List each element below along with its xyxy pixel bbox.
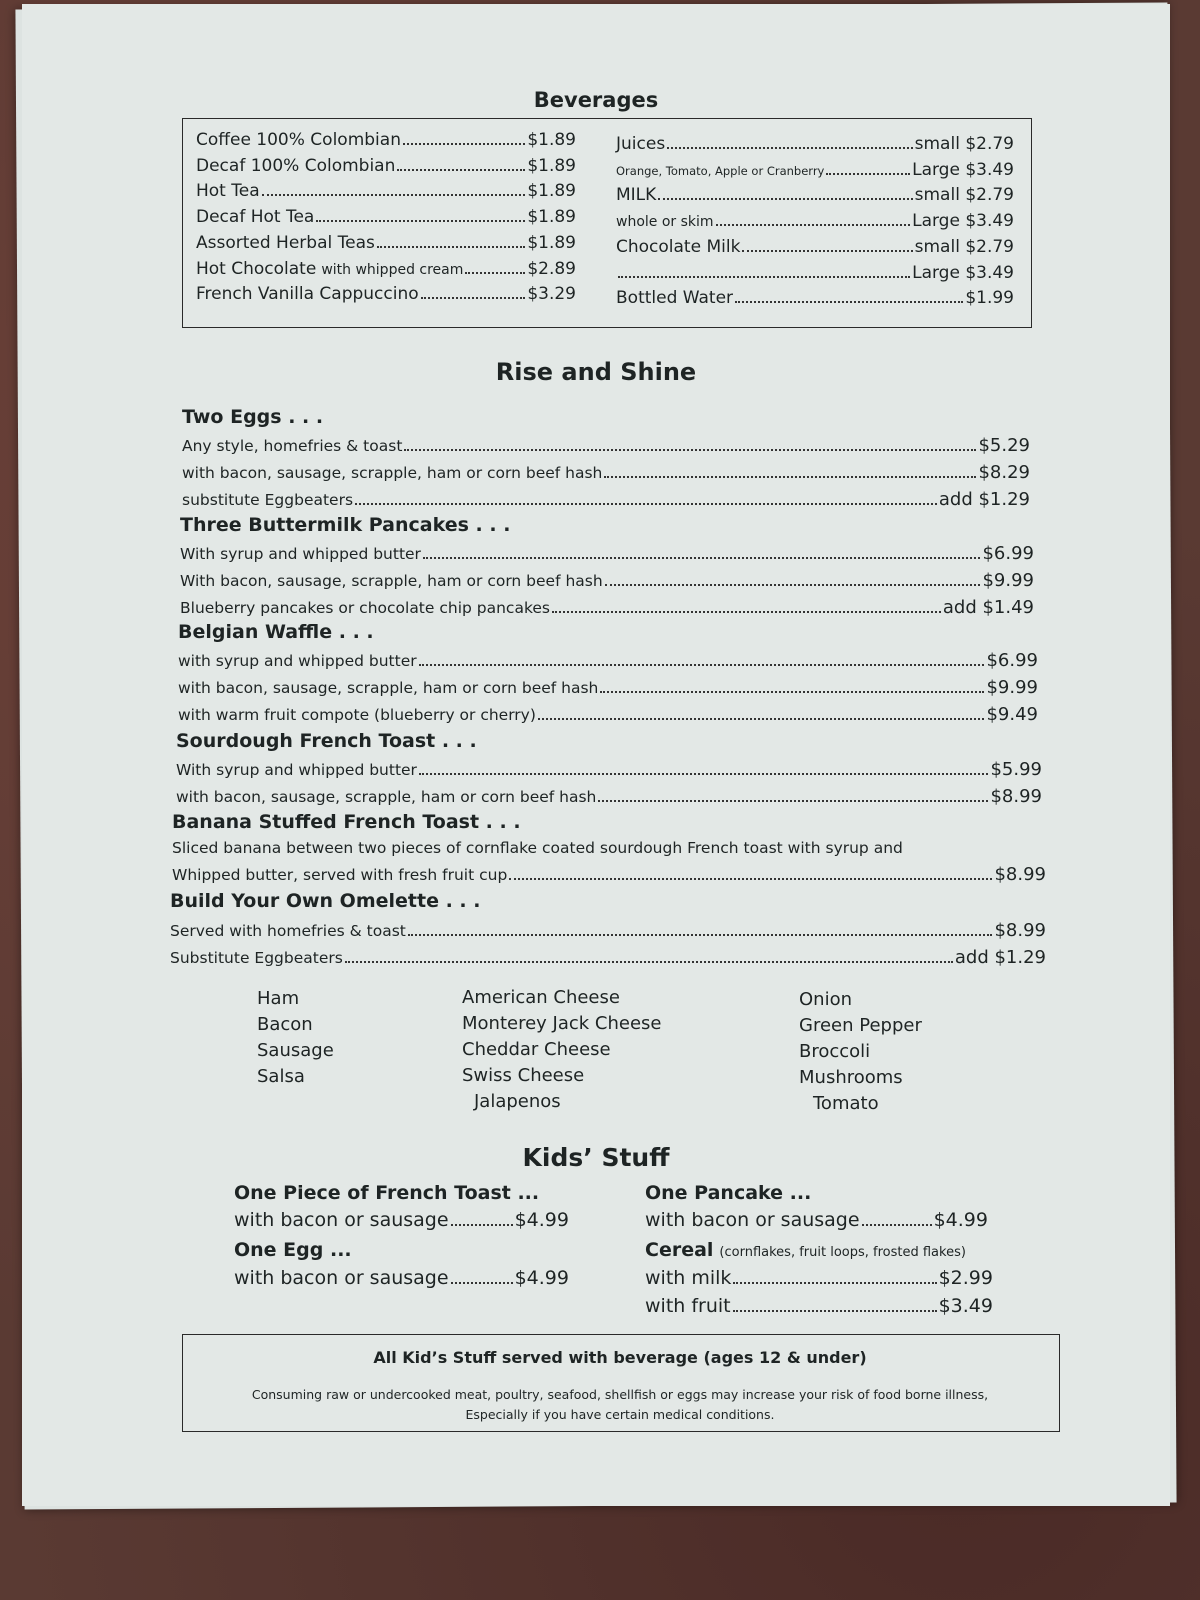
menu-item [182,435,1030,456]
item-name: Served with homefries & toast [170,922,406,940]
menu-item [178,704,1038,725]
item-price: $8.99 [994,864,1046,885]
beverage-item [616,237,1014,257]
dot-leader [423,557,981,559]
footer-warning-line1: Consuming raw or undercooked meat, poultry, seafood, shellfish or eggs may increase your risk of food borne illness, [251,1387,989,1402]
dot-leader [316,220,525,222]
cereal-note: (cornflakes, fruit loops, frosted flakes) [719,1245,966,1260]
meat-column [257,986,334,1090]
dot-leader [600,691,984,693]
item-price: $4.99 [933,1209,988,1231]
dot-leader [451,1282,513,1284]
ingredient: Bacon [257,1014,313,1035]
ingredient: Green Pepper [799,1015,922,1036]
ingredient: Mushrooms [799,1067,903,1088]
menu-item [182,462,1030,483]
ingredient: Cheddar Cheese [462,1039,611,1060]
item-price: $1.89 [527,130,576,150]
beverage-item [196,207,576,227]
dot-leader [733,1310,937,1312]
item-name: French Vanilla Cappuccino [196,284,419,305]
dot-leader [716,224,911,226]
section-title: Sourdough French Toast . . . [176,730,477,752]
dot-leader [421,297,526,299]
item-name: with bacon or sausage [234,1267,449,1289]
item-price: $3.29 [527,284,576,305]
menu-item [176,786,1042,807]
item-name: substitute Eggbeaters [182,491,354,509]
item-name: with bacon or sausage [645,1209,860,1231]
item-name: with bacon or sausage [234,1209,449,1231]
ingredient: Tomato [813,1093,879,1114]
item-name: Substitute Eggbeaters [170,949,343,967]
item-name: Coffee 100% Colombian [196,130,401,150]
dot-leader [451,1224,513,1226]
dot-leader [262,194,526,196]
item-name: Blueberry pancakes or chocolate chip pancakes [180,599,550,617]
item-price: $1.89 [527,181,576,202]
kids-egg-title: One Egg ... [234,1239,352,1261]
item-name: Decaf Hot Tea [196,207,315,228]
menu-item [180,570,1034,591]
item-name: with bacon, sausage, scrapple, ham or corn beef hash [182,464,603,482]
item-price: $6.99 [982,543,1034,564]
item-price: $3.49 [938,1295,993,1317]
dot-leader [598,800,988,802]
dot-leader [658,198,912,200]
item-name: Juices [616,134,666,154]
dot-leader [404,449,976,451]
item-price: add $1.29 [954,947,1046,968]
vegetable-column [799,987,922,1117]
item-name: with milk [645,1267,732,1289]
ingredient: Ham [257,988,300,1009]
item-price: $9.99 [982,570,1034,591]
section-title: Belgian Waffle . . . [178,621,374,643]
item-price: Large $3.49 [912,262,1014,283]
ingredient: American Cheese [462,987,620,1008]
beverage-item [616,288,1014,308]
footer-warning-line2: Especially if you have certain medical conditions. [465,1407,775,1422]
menu-item [176,759,1042,780]
item-price: small $2.79 [914,185,1014,206]
dot-leader [862,1224,932,1226]
item-price: $1.89 [527,207,576,228]
item-name: with bacon, sausage, scrapple, ham or corn beef hash [176,788,597,806]
beverage-item [616,263,1014,283]
beverage-item [616,134,1014,154]
ingredient: Onion [799,989,852,1010]
beverage-item [196,156,576,176]
item-price: small $2.79 [914,134,1014,154]
section-title: Two Eggs . . . [182,406,324,428]
dot-leader [733,1282,936,1284]
menu-paper [22,4,1170,1506]
item-name: Orange, Tomato, Apple or Cranberry [616,163,825,178]
dot-leader [604,476,976,478]
omelette-title: Build Your Own Omelette . . . [170,890,481,912]
kids-item [234,1209,569,1231]
beverage-item [616,211,1014,231]
kids-item [234,1267,569,1289]
item-name: Whipped butter, served with fresh fruit cup [172,866,508,884]
banana-title: Banana Stuffed French Toast . . . [172,811,521,833]
item-price: $2.99 [938,1267,993,1289]
beverage-item [616,185,1014,205]
ingredient: Monterey Jack Cheese [462,1013,662,1034]
dot-leader [377,246,525,248]
item-name: With syrup and whipped butter [176,761,417,779]
beverage-item [196,181,576,201]
item-price: $4.99 [514,1267,569,1289]
item-price: $8.29 [978,462,1030,483]
kids-cereal-title: Cereal (cornflakes, fruit loops, frosted flakes) [645,1239,966,1261]
kids-french-toast-title: One Piece of French Toast ... [234,1182,540,1204]
kids-item [645,1209,988,1231]
item-note: with whipped cream [321,261,464,278]
item-name: with warm fruit compote (blueberry or cherry) [178,706,536,724]
dot-leader [355,503,937,505]
ingredient: Salsa [257,1066,305,1087]
item-name: Hot Tea [196,181,260,202]
menu-item [178,677,1038,698]
beverage-item [196,233,576,253]
rise-heading: Rise and Shine [495,358,697,386]
item-price: $1.89 [527,155,576,176]
omelette-item [170,920,1046,941]
item-name: with syrup and whipped butter [178,652,417,670]
item-price: $1.99 [965,288,1014,309]
kids-pancake-title: One Pancake ... [645,1182,812,1204]
item-price: $2.89 [527,258,576,279]
dot-leader [397,169,525,171]
item-name: Assorted Herbal Teas [196,232,375,253]
beverage-item [616,160,1014,180]
item-name: Hot Chocolate [196,258,317,279]
dot-leader [465,272,525,274]
item-price: small $2.79 [914,236,1014,257]
item-name: with fruit [645,1295,731,1317]
footer-beverage-note: All Kid’s Stuff served with beverage (ages 12 & under) [373,1348,867,1367]
dot-leader [552,611,941,613]
cheese-column [462,985,662,1115]
item-price: $5.99 [990,759,1042,780]
item-name: Decaf 100% Colombian [196,155,396,176]
item-price: $9.99 [986,677,1038,698]
dot-leader [419,773,989,775]
dot-leader [408,934,993,936]
item-name: whole or skim [616,214,714,231]
dot-leader [742,250,912,252]
item-price: add $1.49 [942,597,1034,618]
kids-item [645,1295,993,1317]
item-price: $4.99 [514,1209,569,1231]
item-name: With bacon, sausage, scrapple, ham or corn beef hash [180,572,603,590]
ingredient: Jalapenos [474,1091,561,1112]
item-price: $1.89 [527,232,576,253]
menu-item [182,489,1030,510]
menu-item [178,650,1038,671]
section-title: Three Buttermilk Pancakes . . . [180,514,511,536]
item-name: Chocolate Milk [616,236,741,257]
kids-item [645,1267,993,1289]
item-price: $5.29 [978,435,1030,456]
beverage-item [196,259,576,279]
dot-leader [618,276,910,278]
dot-leader [419,664,985,666]
beverage-item [196,130,576,150]
item-price: $9.49 [986,704,1038,725]
item-name: with bacon, sausage, scrapple, ham or corn beef hash [178,679,599,697]
kids-heading: Kids’ Stuff [522,1143,670,1172]
item-price: Large $3.49 [912,159,1014,180]
item-price: $8.99 [990,786,1042,807]
menu-item [180,597,1034,618]
banana-description: Sliced banana between two pieces of cornflake coated sourdough French toast with syrup and [172,839,903,857]
item-name: Bottled Water [616,288,734,309]
ingredient: Swiss Cheese [462,1065,585,1086]
dot-leader [345,961,953,963]
item-name: Any style, homefries & toast [182,437,403,455]
menu-item [180,543,1034,564]
item-price: $6.99 [986,650,1038,671]
ingredient: Broccoli [799,1041,871,1062]
dot-leader [826,173,910,175]
dot-leader [735,301,963,303]
dot-leader [403,143,525,145]
ingredient: Sausage [257,1040,334,1061]
dot-leader [667,147,912,149]
item-price: Large $3.49 [912,211,1014,232]
dot-leader [509,878,992,880]
banana-item [172,864,1046,885]
beverages-heading: Beverages [533,88,659,112]
omelette-item [170,947,1046,968]
dot-leader [605,584,981,586]
item-price: add $1.29 [938,489,1030,510]
item-price: $8.99 [994,920,1046,941]
item-name: With syrup and whipped butter [180,545,421,563]
beverage-item [196,284,576,304]
item-name: MILK [616,185,657,206]
dot-leader [538,718,985,720]
